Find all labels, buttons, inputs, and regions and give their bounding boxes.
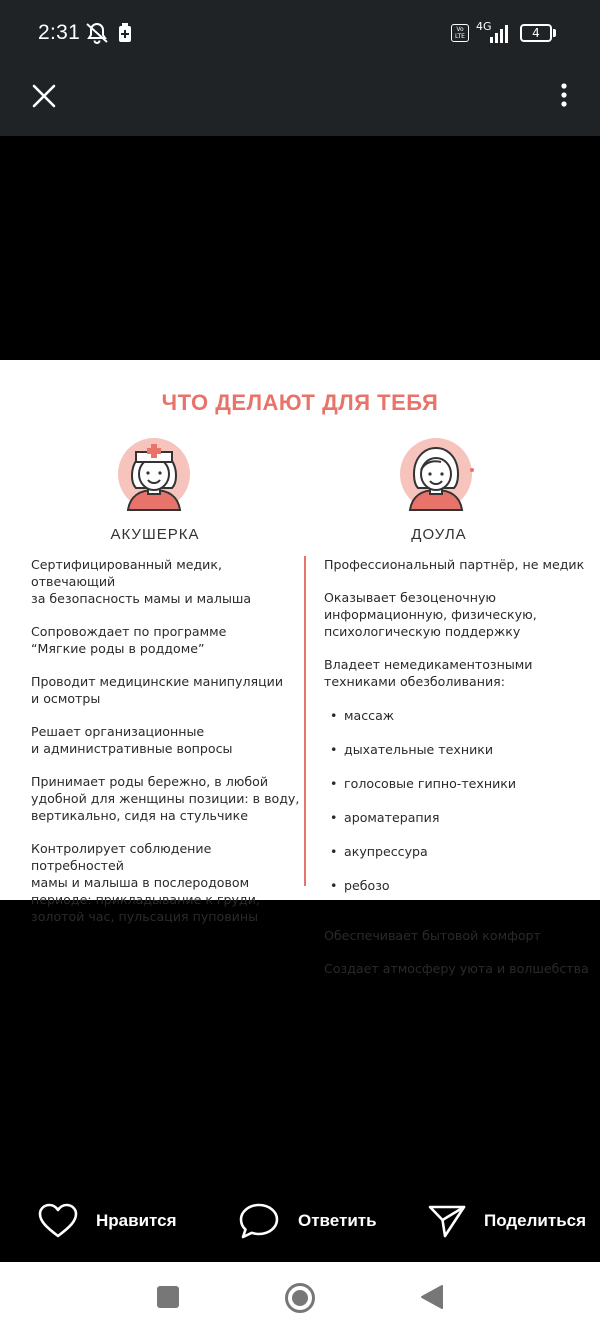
doula-woman-icon bbox=[394, 430, 478, 514]
midwife-duty: Сертифицированный медик, отвечающий за безопасность мамы и малыша bbox=[31, 557, 252, 606]
signal-strength-icon bbox=[480, 22, 514, 44]
close-icon[interactable] bbox=[22, 74, 66, 118]
infographic-title: ЧТО ДЕЛАЮТ ДЛЯ ТЕБЯ bbox=[161, 390, 439, 415]
recent-apps-icon[interactable] bbox=[157, 1286, 179, 1308]
share-button[interactable] bbox=[428, 1180, 586, 1262]
doula-duty: Профессиональный партнёр, не медик bbox=[324, 557, 585, 572]
doula-heading: ДОУЛА bbox=[411, 526, 467, 543]
like-button[interactable] bbox=[38, 1180, 177, 1262]
infographic-image bbox=[0, 360, 600, 976]
notifications-muted-icon bbox=[84, 20, 110, 46]
doula-duty: Обеспечивает бытовой комфорт bbox=[324, 928, 541, 943]
list-item: • массаж bbox=[324, 707, 594, 724]
list-item: • ароматерапия bbox=[324, 809, 594, 826]
network-type: 4G bbox=[476, 20, 492, 33]
pain-relief-techniques-list bbox=[324, 690, 594, 911]
reply-label: Ответить bbox=[298, 1211, 377, 1230]
battery-level: 4 bbox=[520, 24, 552, 42]
send-icon bbox=[428, 1203, 466, 1239]
list-item: • дыхательные техники bbox=[324, 741, 594, 758]
midwife-nurse-icon bbox=[112, 430, 196, 514]
list-item: • ребозо bbox=[324, 877, 594, 894]
heart-icon bbox=[38, 1203, 78, 1239]
doula-duty: Оказывает безоценочную информационную, физическую, психологическую поддержку bbox=[324, 590, 537, 639]
top-app-bar bbox=[0, 64, 600, 136]
midwife-duty: Контролирует соблюдение потребностей мамы и малыша в послеродовом периоде: прикладывание к груди, золотой час, пульсация пуповины bbox=[31, 841, 260, 924]
battery-saver-icon bbox=[118, 23, 132, 43]
doula-column bbox=[324, 556, 594, 993]
share-label: Поделиться bbox=[484, 1211, 587, 1230]
more-vertical-icon[interactable] bbox=[548, 74, 580, 118]
system-navigation-bar bbox=[0, 1262, 600, 1332]
volte-badge: Vo LTE bbox=[451, 24, 469, 42]
midwife-duty: Сопровождает по программе “Мягкие роды в роддоме” bbox=[31, 624, 227, 656]
list-item: • акупрессура bbox=[324, 843, 594, 860]
midwife-duty: Принимает роды бережно, в любой удобной для женщины позиции: в воду, вертикально, сидя на стульчике bbox=[31, 774, 300, 823]
status-time: 2:31 bbox=[38, 21, 81, 44]
battery-icon bbox=[520, 24, 556, 42]
post-actions-bar bbox=[0, 1180, 600, 1262]
speech-bubble-icon bbox=[238, 1202, 280, 1240]
list-item: • голосовые гипно-техники bbox=[324, 775, 594, 792]
home-icon[interactable] bbox=[284, 1282, 316, 1314]
midwife-heading: АКУШЕРКА bbox=[110, 526, 200, 543]
status-bar bbox=[0, 0, 600, 64]
back-icon[interactable] bbox=[420, 1284, 444, 1310]
reply-button[interactable] bbox=[238, 1180, 377, 1262]
midwife-column bbox=[31, 556, 301, 941]
doula-duty: Создает атмосферу уюта и волшебства bbox=[324, 961, 589, 976]
midwife-duty: Проводит медицинские манипуляции и осмотры bbox=[31, 674, 284, 706]
doula-duty: Владеет немедикаментозными техниками обезболивания: bbox=[324, 657, 533, 689]
midwife-duty: Решает организационные и административные вопросы bbox=[31, 724, 233, 756]
column-divider bbox=[304, 556, 306, 886]
like-label: Нравится bbox=[96, 1211, 177, 1230]
